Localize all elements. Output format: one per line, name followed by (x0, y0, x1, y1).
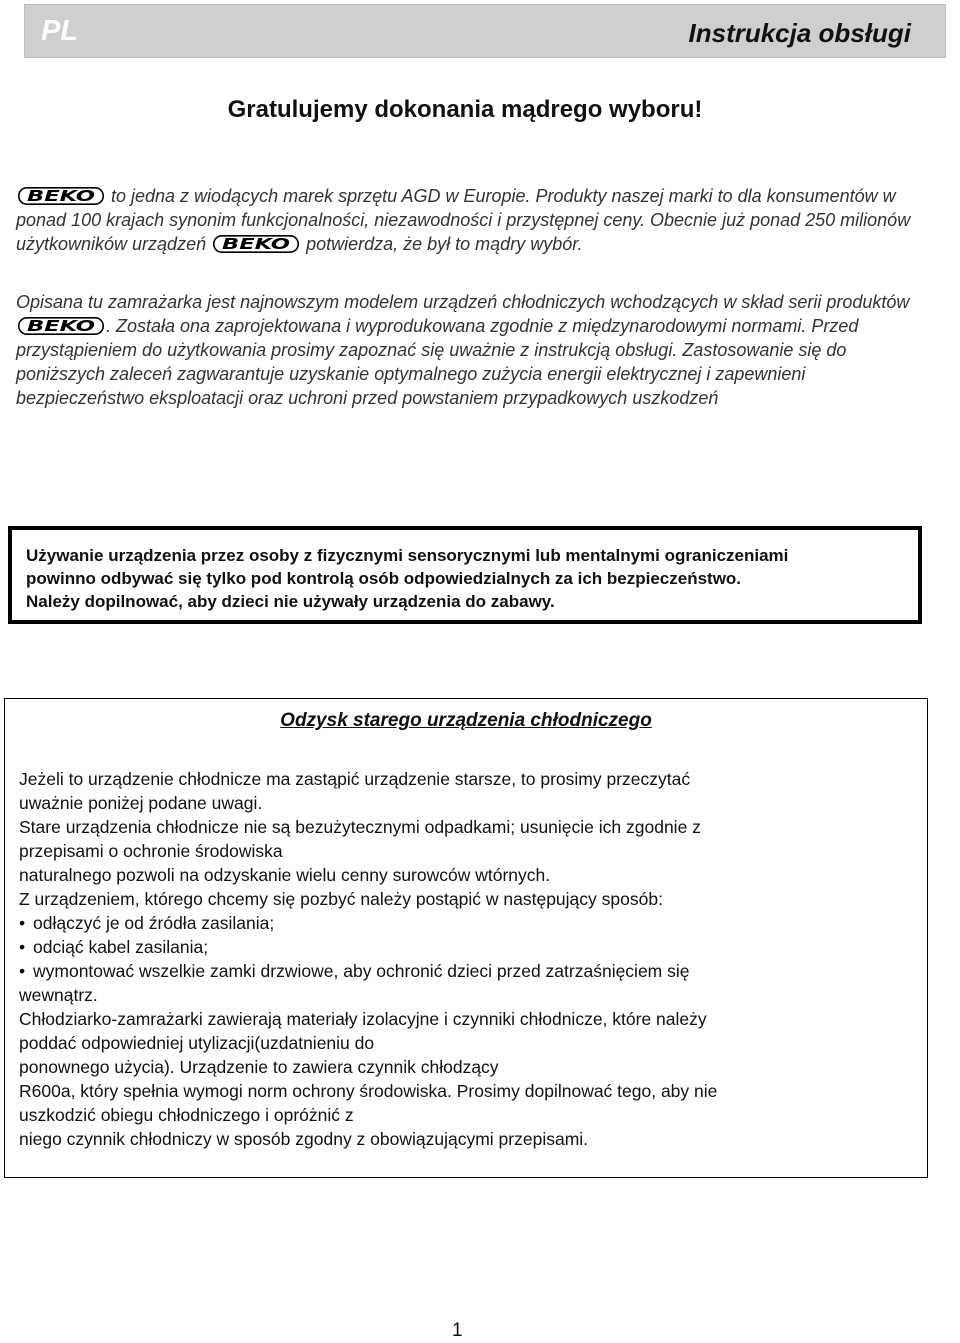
disposal-line: Jeżeli to urządzenie chłodnicze ma zastąpić urządzenie starsze, to prosimy przeczytać (19, 769, 691, 789)
bullet-icon: • (19, 913, 26, 933)
beko-logo-graphic (18, 187, 104, 205)
bullet-continuation: wewnątrz. (19, 985, 98, 1005)
page-heading: Gratulujemy dokonania mądrego wyboru! (227, 96, 703, 123)
disposal-line: ponownego użycia). Urządzenie to zawiera czynnik chłodzący (19, 1057, 499, 1077)
beko-logo (213, 235, 299, 253)
bullet-icon: • (19, 937, 26, 957)
intro-text-1a: to jedna z wiodących marek sprzętu AGD w Europie. Produkty naszej marki to dla konsumentów w ponad 100 krajach synonim funkcjonalności, niezawodności i przystępnej ceny. Obecnie już ponad 250 milionów użytkowników urządzeń (16, 186, 911, 254)
disposal-section (4, 698, 928, 1178)
svg-text:BEKO: BEKO (222, 235, 291, 253)
beko-logo (18, 187, 104, 205)
warning-line-1: Używanie urządzenia przez osoby z fizycznymi sensorycznymi lub mentalnymi ograniczeniami (26, 546, 789, 565)
intro-section (16, 184, 916, 410)
disposal-line: niego czynnik chłodniczy w sposób zgodny z obowiązującymi przepisami. (19, 1129, 589, 1149)
bullet-item (19, 911, 913, 935)
bullet-item (19, 935, 913, 959)
intro-paragraph-2 (16, 290, 916, 410)
bullet-icon: • (19, 961, 26, 981)
disposal-line: poddać odpowiedniej utylizacji(uzdatnieniu do (19, 1033, 375, 1053)
intro-text-1b: potwierdza, że był to mądry wybór. (301, 234, 583, 254)
safety-warning-box (8, 526, 922, 624)
disposal-line: przepisami o ochronie środowiska (19, 841, 283, 861)
manual-title: Instrukcja obsługi (688, 18, 911, 48)
bullet-text: odłączyć je od źródła zasilania; (33, 913, 275, 933)
beko-logo-graphic (213, 235, 299, 253)
svg-text:BEKO: BEKO (27, 187, 96, 205)
page-number: 1 (452, 1320, 463, 1341)
beko-logo (18, 317, 104, 335)
disposal-line: R600a, który spełnia wymogi norm ochrony środowiska. Prosimy dopilnować tego, aby nie (19, 1081, 718, 1101)
disposal-line: Stare urządzenia chłodnicze nie są bezużytecznymi odpadkami; usunięcie ich zgodnie z (19, 817, 701, 837)
language-code: PL (41, 15, 79, 47)
intro-text-2a: Opisana tu zamrażarka jest najnowszym modelem urządzeń chłodniczych wchodzących w skład serii produktów (16, 292, 910, 312)
intro-paragraph-1 (16, 184, 916, 256)
page-header (24, 4, 946, 58)
disposal-line: uszkodzić obiegu chłodniczego i opróżnić z (19, 1105, 354, 1125)
warning-line-2: powinno odbywać się tylko pod kontrolą osób odpowiedzialnych za ich bezpieczeństwo. (26, 569, 742, 588)
svg-text:BEKO: BEKO (27, 317, 96, 335)
intro-text-2b: . Została ona zaprojektowana i wyprodukowana zgodnie z międzynarodowymi normami. Przed przystąpieniem do użytkowania prosimy zapoznać się uważnie z instrukcją obsługi. Zastosowanie się do poniższych zaleceń zagwarantuje uzyskanie optymalnego zużycia energii elektrycznej i zapewnieni bezpieczeństwo eksploatacji oraz uchroni przed powstaniem przypadkowych uszkodzeń (16, 316, 859, 408)
disposal-line: naturalnego pozwoli na odzyskanie wielu cenny surowców wtórnych. (19, 865, 551, 885)
disposal-line: uważnie poniżej podane uwagi. (19, 793, 263, 813)
warning-line-3: Należy dopilnować, aby dzieci nie używały urządzenia do zabawy. (26, 592, 555, 611)
bullet-item (19, 959, 913, 983)
beko-logo-graphic (18, 317, 104, 335)
bullet-text: wymontować wszelkie zamki drzwiowe, aby ochronić dzieci przed zatrzaśnięciem się (33, 961, 690, 981)
disposal-line: Z urządzeniem, którego chcemy się pozbyć należy postąpić w następujący sposób: (19, 889, 663, 909)
disposal-title: Odzysk starego urządzenia chłodniczego (280, 710, 652, 731)
bullet-text: odciąć kabel zasilania; (33, 937, 209, 957)
disposal-line: Chłodziarko-zamrażarki zawierają materiały izolacyjne i czynniki chłodnicze, które należy (19, 1009, 707, 1029)
